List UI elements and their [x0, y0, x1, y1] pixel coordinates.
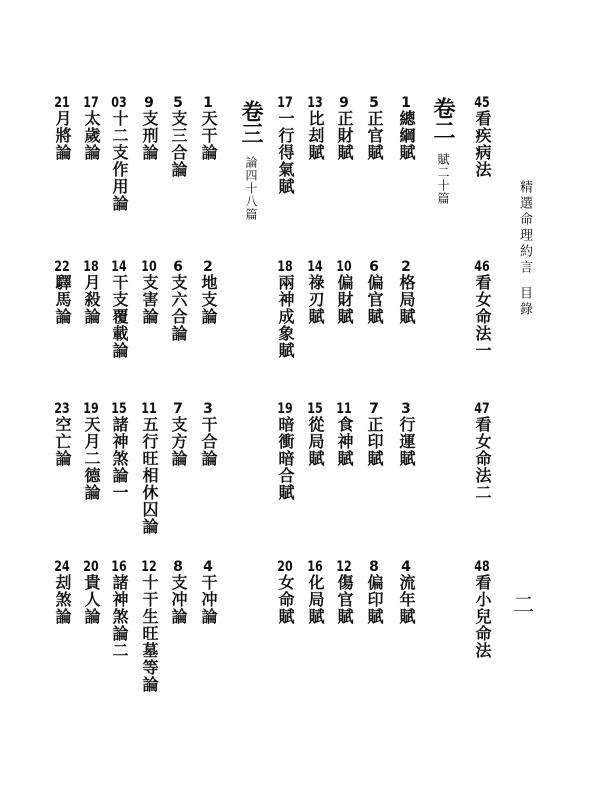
entry-number: 17 — [277, 96, 293, 110]
entry-title: 偏財賦 — [335, 274, 354, 325]
toc-entry — [398, 560, 414, 625]
entry-title: 正官賦 — [365, 110, 384, 161]
volume-2-title: 卷二 — [430, 97, 456, 141]
toc-entry — [366, 402, 382, 467]
toc-entry — [277, 260, 293, 359]
entry-number: 18 — [83, 260, 99, 274]
entry-title: 暗衝暗合賦 — [276, 416, 295, 501]
toc-entry — [111, 402, 127, 501]
toc-entry — [474, 96, 490, 178]
toc-entry — [111, 260, 127, 359]
toc-entry — [366, 560, 382, 625]
entry-title: 兩神成象賦 — [276, 274, 295, 359]
entry-title: 十二支作用論 — [110, 110, 129, 212]
entry-number: 7 — [369, 402, 379, 416]
entry-number: 2 — [203, 260, 213, 274]
entry-number: 4 — [401, 560, 411, 574]
entry-number: 45 — [474, 96, 490, 110]
entry-title: 偏官賦 — [365, 274, 384, 325]
toc-entry — [170, 96, 186, 178]
entry-title: 天干論 — [199, 110, 218, 161]
entry-title: 正印賦 — [365, 416, 384, 467]
volume-2-heading — [432, 97, 454, 205]
entry-number: 18 — [277, 260, 293, 274]
entry-title: 驛馬論 — [53, 274, 72, 325]
toc-entry — [170, 560, 186, 625]
toc-entry — [54, 402, 70, 467]
entry-title: 十干生旺墓等論 — [140, 574, 159, 693]
entry-title: 行運賦 — [397, 416, 416, 467]
toc-entry — [200, 402, 216, 467]
entry-number: 7 — [173, 402, 183, 416]
entry-title: 地支論 — [199, 274, 218, 325]
toc-entry — [307, 560, 323, 625]
toc-entry — [141, 560, 157, 693]
entry-number: 19 — [277, 402, 293, 416]
toc-entry — [336, 402, 352, 467]
toc-entry — [200, 260, 216, 325]
entry-title: 支方論 — [169, 416, 188, 467]
entry-number: 9 — [144, 96, 154, 110]
entry-number: 48 — [474, 560, 490, 574]
entry-title: 干冲論 — [199, 574, 218, 625]
toc-entry — [398, 96, 414, 161]
entry-number: 24 — [54, 560, 70, 574]
entry-number: 3 — [203, 402, 213, 416]
entry-title: 偏印賦 — [365, 574, 384, 625]
toc-entry — [277, 96, 293, 195]
entry-title: 流年賦 — [397, 574, 416, 625]
toc-entry — [307, 260, 323, 325]
toc-header — [518, 180, 531, 318]
toc-entry — [54, 560, 70, 625]
volume-3-title: 卷三 — [238, 100, 264, 144]
entry-number: 14 — [111, 260, 127, 274]
toc-entry — [474, 560, 490, 659]
entry-number: 13 — [307, 96, 323, 110]
entry-title: 天月二德論 — [82, 416, 101, 501]
toc-entry — [200, 96, 216, 161]
entry-title: 支害論 — [140, 274, 159, 325]
entry-number: 11 — [336, 402, 352, 416]
entry-title: 格局賦 — [397, 274, 416, 325]
entry-number: 5 — [173, 96, 183, 110]
entry-number: 14 — [307, 260, 323, 274]
entry-number: 6 — [369, 260, 379, 274]
entry-title: 看女命法二 — [473, 416, 492, 501]
entry-number: 11 — [141, 402, 157, 416]
entry-number: 10 — [141, 260, 157, 274]
entry-title: 貴人論 — [82, 574, 101, 625]
toc-entry — [141, 260, 157, 325]
entry-number: 46 — [474, 260, 490, 274]
volume-3-heading — [240, 100, 262, 221]
entry-title: 支冲論 — [169, 574, 188, 625]
entry-title: 女命賦 — [276, 574, 295, 625]
entry-number: 16 — [307, 560, 323, 574]
entry-number: 8 — [173, 560, 183, 574]
book-title: 精選命理約言 — [517, 180, 532, 276]
entry-number: 12 — [141, 560, 157, 574]
entry-number: 4 — [203, 560, 213, 574]
entry-number: 3 — [401, 402, 411, 416]
toc-entry — [336, 96, 352, 161]
toc-entry — [141, 96, 157, 161]
toc-entry — [474, 402, 490, 501]
toc-entry — [54, 260, 70, 325]
toc-entry — [307, 96, 323, 161]
entry-title: 諸神煞論一 — [110, 416, 129, 501]
toc-entry — [366, 96, 382, 161]
entry-title: 看疾病法 — [473, 110, 492, 178]
entry-number: 15 — [111, 402, 127, 416]
toc-entry — [83, 96, 99, 161]
entry-title: 月殺論 — [82, 274, 101, 325]
entry-title: 空亡論 — [53, 416, 72, 467]
entry-number: 21 — [54, 96, 70, 110]
toc-entry — [111, 96, 127, 212]
entry-number: 9 — [339, 96, 349, 110]
entry-title: 月將論 — [53, 110, 72, 161]
toc-entry — [336, 560, 352, 625]
entry-number: 12 — [336, 560, 352, 574]
entry-title: 干支覆載論 — [110, 274, 129, 359]
entry-title: 看女命法一 — [473, 274, 492, 359]
toc-entry — [83, 560, 99, 625]
page-number: 二 — [509, 593, 534, 615]
entry-number: 19 — [83, 402, 99, 416]
entry-number: 47 — [474, 402, 490, 416]
toc-entry — [83, 402, 99, 501]
entry-title: 支三合論 — [169, 110, 188, 178]
entry-number: 15 — [307, 402, 323, 416]
toc-entry — [398, 402, 414, 467]
entry-number: 2 — [401, 260, 411, 274]
volume-2-subtitle: 賦二十篇 — [436, 153, 450, 205]
entry-number: 16 — [111, 560, 127, 574]
entry-title: 支六合論 — [169, 274, 188, 342]
entry-title: 比刦賦 — [306, 110, 325, 161]
entry-number: 5 — [369, 96, 379, 110]
toc-entry — [398, 260, 414, 325]
entry-number: 8 — [369, 560, 379, 574]
entry-title: 一行得氣賦 — [276, 110, 295, 195]
entry-title: 諸神煞論二 — [110, 574, 129, 659]
entry-title: 五行旺相休囚論 — [140, 416, 159, 535]
toc-entry — [336, 260, 352, 325]
entry-title: 從局賦 — [306, 416, 325, 467]
entry-number: 17 — [83, 96, 99, 110]
toc-entry — [474, 260, 490, 359]
entry-title: 刦煞論 — [53, 574, 72, 625]
entry-number: 10 — [336, 260, 352, 274]
entry-number: 22 — [54, 260, 70, 274]
toc-entry — [200, 560, 216, 625]
entry-number: 20 — [83, 560, 99, 574]
toc-entry — [277, 402, 293, 501]
entry-title: 祿刃賦 — [306, 274, 325, 325]
toc-entry — [111, 560, 127, 659]
entry-title: 化局賦 — [306, 574, 325, 625]
toc-entry — [54, 96, 70, 161]
entry-number: 1 — [203, 96, 213, 110]
entry-title: 正財賦 — [335, 110, 354, 161]
entry-title: 干合論 — [199, 416, 218, 467]
toc-entry — [170, 260, 186, 342]
toc-entry — [141, 402, 157, 535]
toc-entry — [170, 402, 186, 467]
toc-entry — [277, 560, 293, 625]
entry-number: 03 — [111, 96, 127, 110]
toc-label: 目錄 — [517, 286, 532, 318]
entry-title: 傷官賦 — [335, 574, 354, 625]
entry-title: 太歲論 — [82, 110, 101, 161]
entry-title: 看小兒命法 — [473, 574, 492, 659]
entry-title: 總綱賦 — [397, 110, 416, 161]
toc-entry — [307, 402, 323, 467]
entry-title: 支刑論 — [140, 110, 159, 161]
entry-number: 20 — [277, 560, 293, 574]
volume-3-subtitle: 論四十八篇 — [244, 156, 258, 221]
entry-number: 6 — [173, 260, 183, 274]
toc-entry — [83, 260, 99, 325]
toc-entry — [366, 260, 382, 325]
entry-title: 食神賦 — [335, 416, 354, 467]
entry-number: 23 — [54, 402, 70, 416]
entry-number: 1 — [401, 96, 411, 110]
